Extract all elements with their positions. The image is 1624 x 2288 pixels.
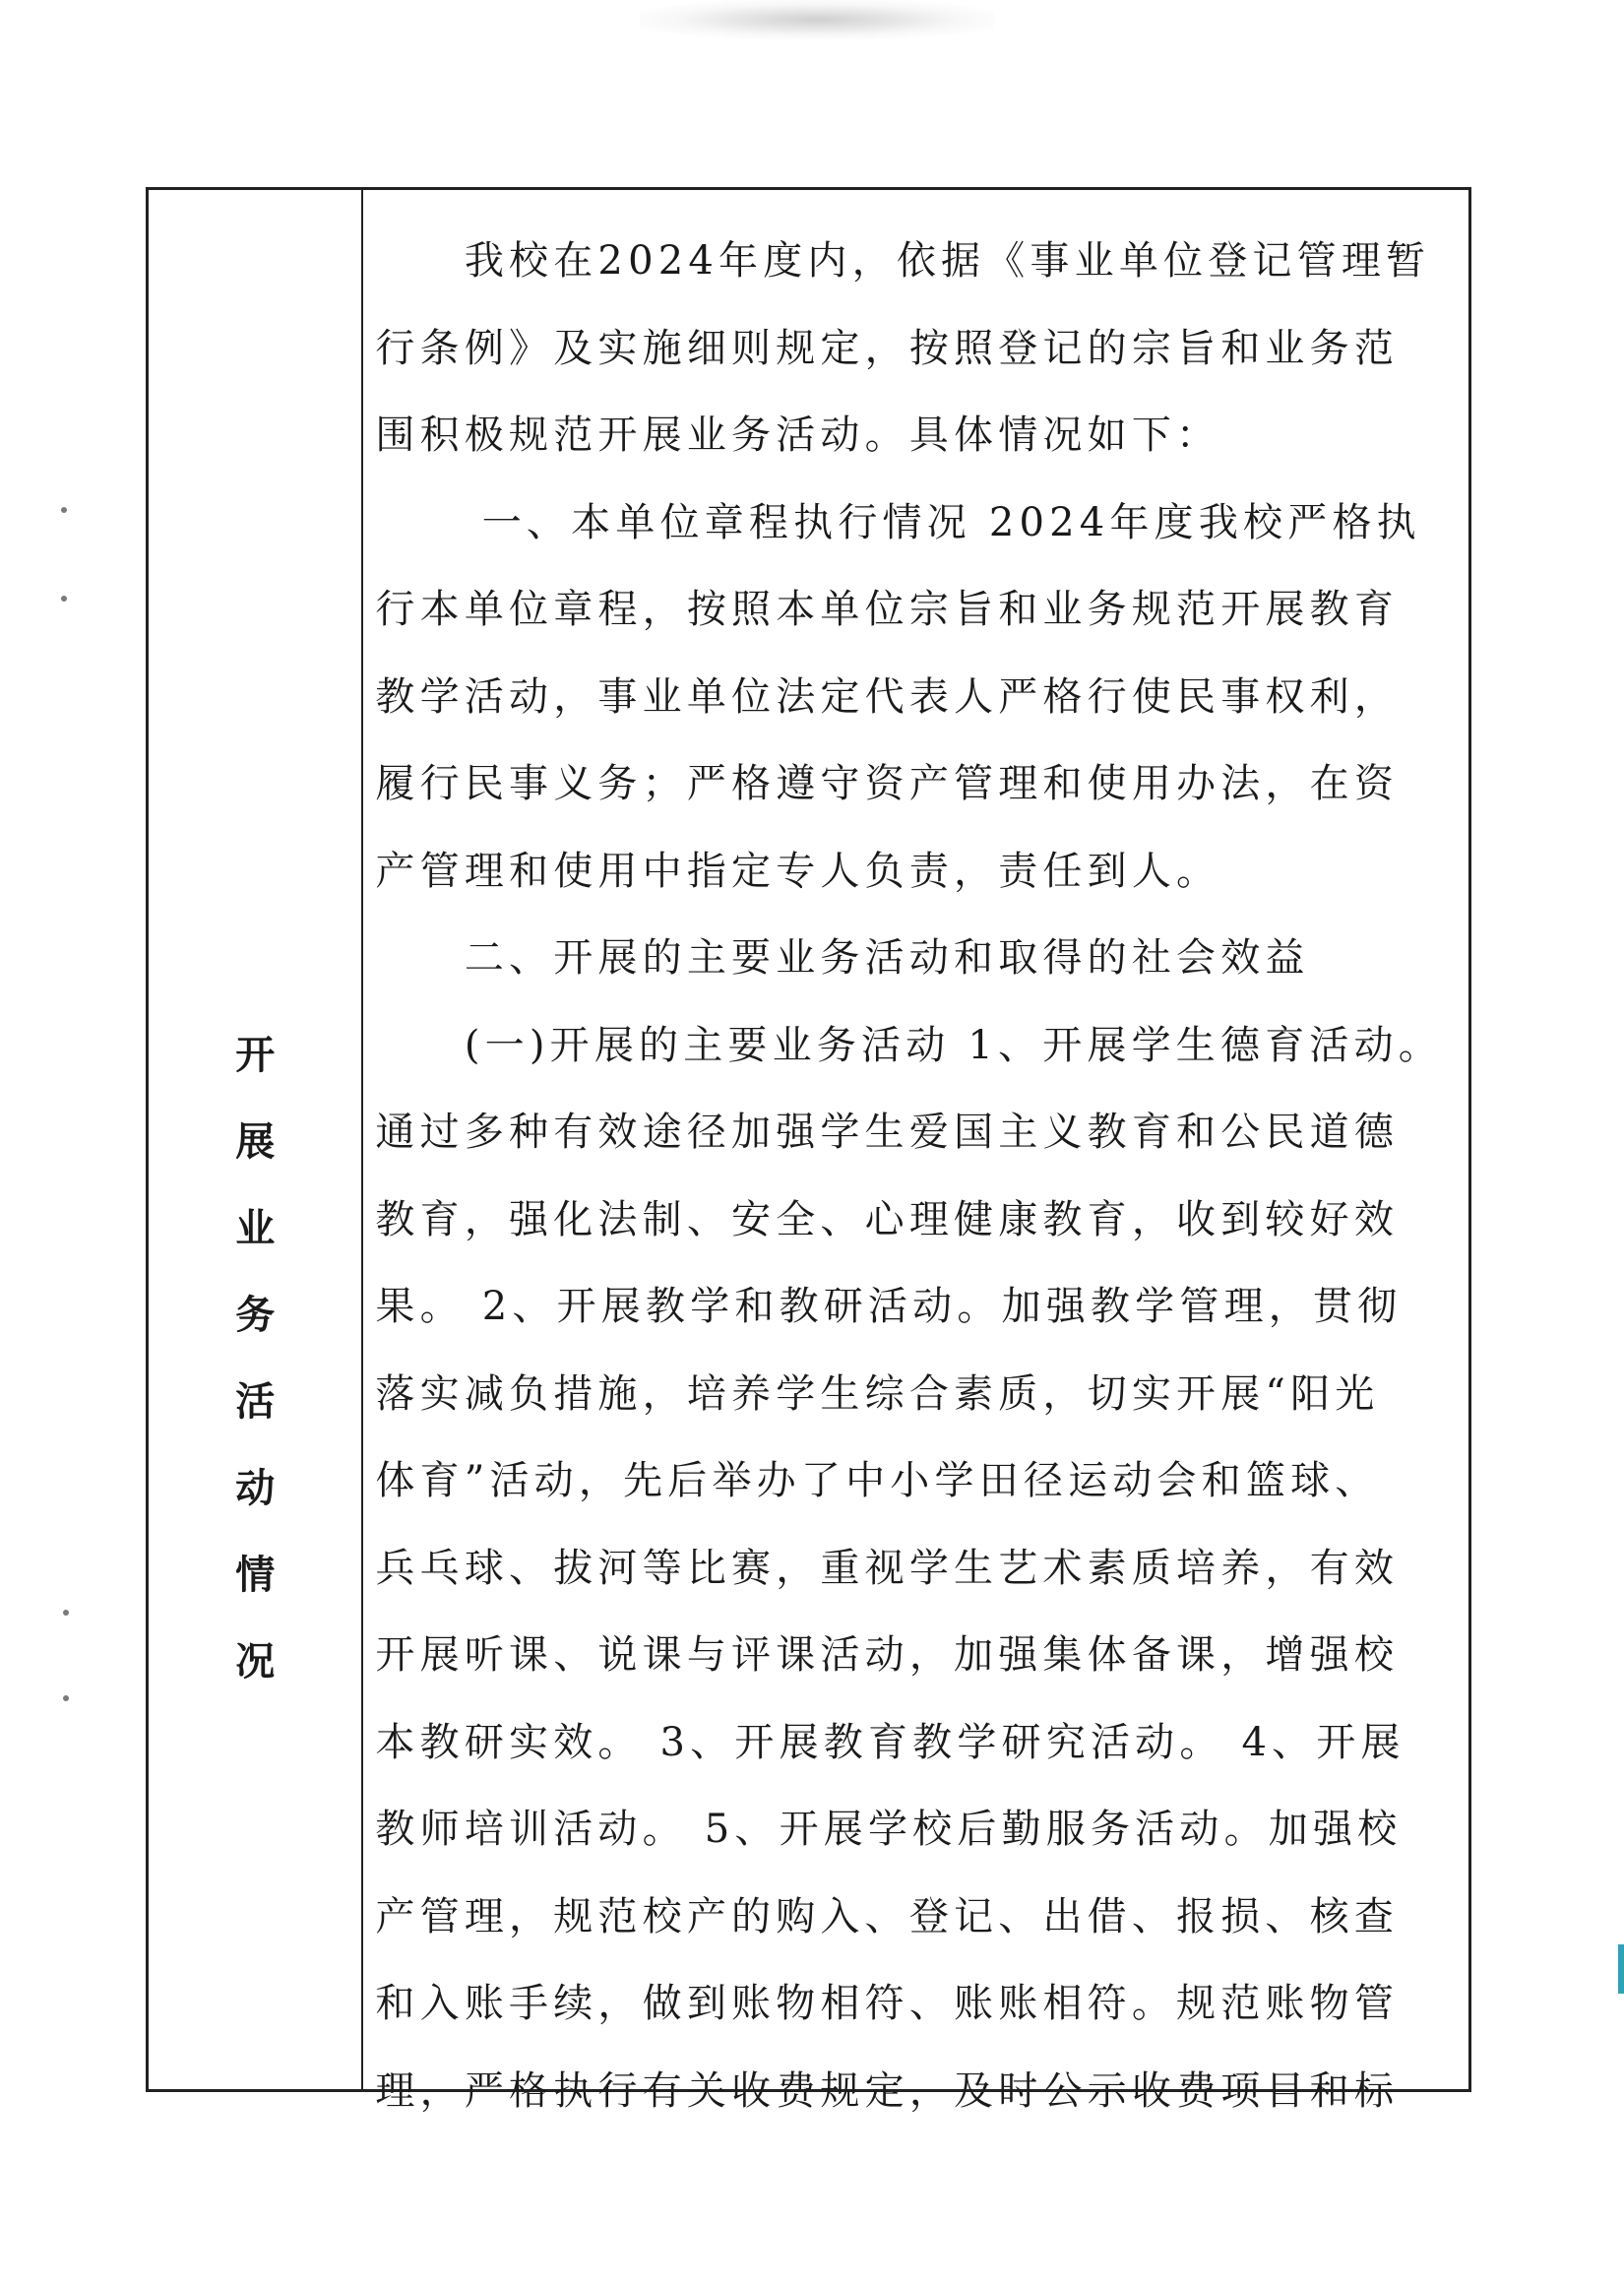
- label-char: 动: [235, 1465, 276, 1511]
- label-char: 开: [235, 1032, 276, 1078]
- content-line: 围积极规范开展业务活动。具体情况如下：: [375, 413, 1221, 458]
- content-line: 履行民事义务；严格遵守资产管理和使用办法，在资: [375, 761, 1400, 806]
- scan-artifact: [640, 0, 994, 39]
- content-line: 教师培训活动。 5、开展学校后勤服务活动。加强校: [375, 1807, 1403, 1852]
- content-line: 我校在2024年度内，依据《事业单位登记管理暂: [375, 238, 1431, 284]
- content-line: 教学活动，事业单位法定代表人严格行使民事权利，: [375, 673, 1400, 720]
- label-char: 业: [235, 1205, 276, 1251]
- content-line: 兵乓球、拔河等比赛，重视学生艺术素质培养，有效: [375, 1545, 1400, 1591]
- content-line: 和入账手续，做到账物相符、账账相符。规范账物管: [375, 1981, 1400, 2026]
- label-char: 展: [235, 1118, 276, 1165]
- label-char: 况: [235, 1638, 276, 1684]
- form-table: [146, 187, 1471, 2114]
- content-line: 体育”活动，先后举办了中小学田径运动会和篮球、: [375, 1458, 1380, 1503]
- scan-mark: [63, 1695, 69, 1701]
- label-char: 务: [235, 1292, 276, 1338]
- content-column: [363, 190, 1468, 2114]
- scan-mark: [61, 596, 67, 602]
- content-line: 通过多种有效途径加强学生爱国主义教育和公民道德: [375, 1110, 1400, 1155]
- content-line: 产管理，规范校产的购入、登记、出借、报损、核查: [375, 1893, 1400, 1939]
- content-line: 一、本单位章程执行情况 2024年度我校严格执: [375, 499, 1421, 545]
- label-column: [149, 190, 363, 2089]
- content-line: 开展听课、说课与评课活动，加强集体备课，增强校: [375, 1632, 1400, 1678]
- content-line: 二、开展的主要业务活动和取得的社会效益: [375, 935, 1310, 981]
- content-line: 行条例》及实施细则规定，按照登记的宗旨和业务范: [375, 325, 1400, 371]
- scan-mark: [61, 507, 67, 513]
- content-line: 理，严格执行有关收费规定，及时公示收费项目和标: [375, 2067, 1400, 2114]
- section-label: [149, 1012, 361, 1705]
- label-char: 情: [235, 1552, 276, 1598]
- scan-edge-tab: [1618, 1944, 1624, 1994]
- content-line: 行本单位章程，按照本单位宗旨和业务规范开展教育: [375, 587, 1400, 632]
- scan-mark: [63, 1610, 69, 1616]
- content-line: 教育，强化法制、安全、心理健康教育，收到较好效: [375, 1196, 1400, 1242]
- label-char: 活: [235, 1378, 276, 1425]
- content-line: 落实减负措施，培养学生综合素质，切实开展“阳光: [375, 1370, 1380, 1417]
- content-line: 本教研实效。 3、开展教育教学研究活动。 4、开展: [375, 1719, 1405, 1765]
- content-line: (一)开展的主要业务活动 1、开展学生德育活动。: [375, 1022, 1443, 1068]
- content-line: 产管理和使用中指定专人负责，责任到人。: [375, 848, 1221, 894]
- content-line: 果。 2、开展教学和教研活动。加强教学管理，贯彻: [375, 1284, 1403, 1329]
